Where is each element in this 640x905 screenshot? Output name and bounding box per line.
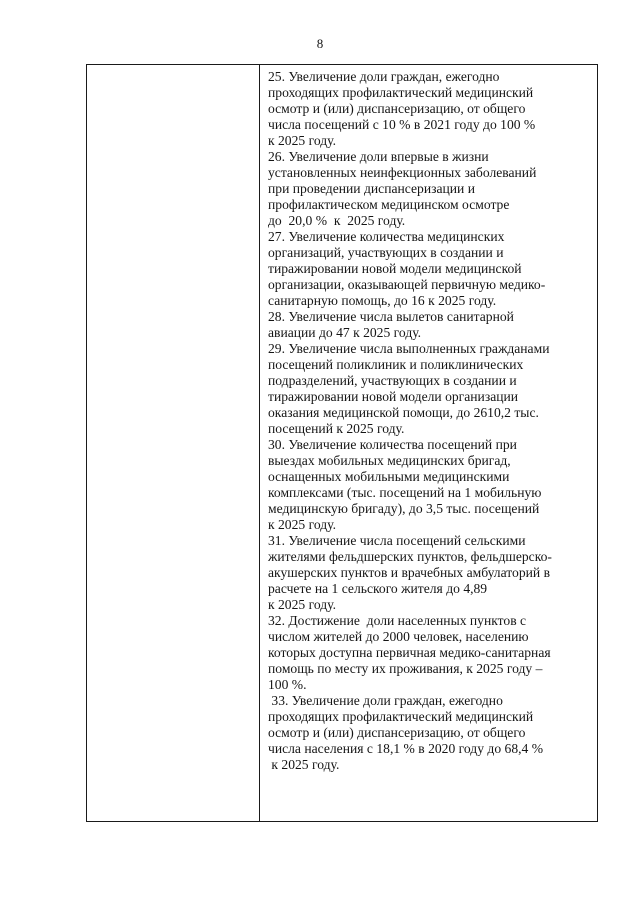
measure-line: установленных неинфекционных заболеваний [268, 165, 537, 180]
measure-line: 25. Увеличение доли граждан, ежегодно [268, 69, 500, 84]
measure-line: числа посещений с 10 % в 2021 году до 100 % [268, 117, 536, 132]
measure-line: 26. Увеличение доли впервые в жизни [268, 149, 489, 164]
measure-line: проходящих профилактический медицинский [268, 85, 534, 100]
measure-line: осмотр и (или) диспансеризацию, от общего [268, 725, 526, 740]
measure-item [268, 229, 598, 309]
measure-line: санитарную помощь, до 16 к 2025 году. [268, 293, 497, 308]
measure-item [268, 69, 598, 149]
measure-line: 32. Достижение доли населенных пунктов с [268, 613, 527, 628]
measure-item [268, 341, 598, 437]
measure-line: 100 %. [268, 677, 307, 692]
measure-line: оснащенных мобильными медицинскими [268, 469, 510, 484]
measure-line: осмотр и (или) диспансеризацию, от общего [268, 101, 526, 116]
measure-line: оказания медицинской помощи, до 2610,2 тыс. [268, 405, 539, 420]
column-divider [259, 65, 260, 821]
document-table [86, 64, 598, 822]
measure-line: при проведении диспансеризации и [268, 181, 475, 196]
measure-line: 31. Увеличение числа посещений сельскими [268, 533, 526, 548]
measure-item [268, 533, 598, 613]
measure-line: к 2025 году. [268, 597, 336, 612]
measure-line: к 2025 году. [268, 757, 340, 772]
measure-line: помощь по месту их проживания, к 2025 году – [268, 661, 543, 676]
measure-line: акушерских пунктов и врачебных амбулаторий в [268, 565, 550, 580]
measure-line: 28. Увеличение числа вылетов санитарной [268, 309, 514, 324]
measure-line: числом жителей до 2000 человек, населению [268, 629, 529, 644]
measure-line: к 2025 году. [268, 517, 336, 532]
measure-line: проходящих профилактический медицинский [268, 709, 534, 724]
measure-line: комплексами (тыс. посещений на 1 мобильную [268, 485, 542, 500]
measure-line: 33. Увеличение доли граждан, ежегодно [268, 693, 503, 708]
measure-line: посещений к 2025 году. [268, 421, 405, 436]
measure-line: авиации до 47 к 2025 году. [268, 325, 422, 340]
measure-line: посещений поликлиник и поликлинических [268, 357, 524, 372]
measure-line: расчете на 1 сельского жителя до 4,89 [268, 581, 488, 596]
measure-line: подразделений, участвующих в создании и [268, 373, 517, 388]
measure-line: которых доступна первичная медико-санитарная [268, 645, 551, 660]
measure-item [268, 693, 598, 773]
measure-line: тиражировании новой модели медицинской [268, 261, 522, 276]
measure-line: профилактическом медицинском осмотре [268, 197, 510, 212]
measure-line: до 20,0 % к 2025 году. [268, 213, 406, 228]
measure-item [268, 613, 598, 693]
measure-item [268, 309, 598, 341]
measure-item [268, 149, 598, 229]
measures-cell [268, 69, 598, 773]
measure-line: 29. Увеличение числа выполненных гражданами [268, 341, 550, 356]
measure-line: 30. Увеличение количества посещений при [268, 437, 517, 452]
measure-line: жителями фельдшерских пунктов, фельдшерско- [268, 549, 552, 564]
measure-line: числа населения с 18,1 % в 2020 году до 68,4 % [268, 741, 544, 756]
measure-line: к 2025 году. [268, 133, 336, 148]
measure-line: организаций, участвующих в создании и [268, 245, 504, 260]
measure-line: выездах мобильных медицинских бригад, [268, 453, 511, 468]
measure-line: медицинскую бригаду), до 3,5 тыс. посещений [268, 501, 540, 516]
measure-line: организации, оказывающей первичную медико- [268, 277, 546, 292]
measure-line: тиражировании новой модели организации [268, 389, 519, 404]
measure-item [268, 437, 598, 533]
measure-line: 27. Увеличение количества медицинских [268, 229, 505, 244]
page-number: 8 [316, 36, 324, 51]
